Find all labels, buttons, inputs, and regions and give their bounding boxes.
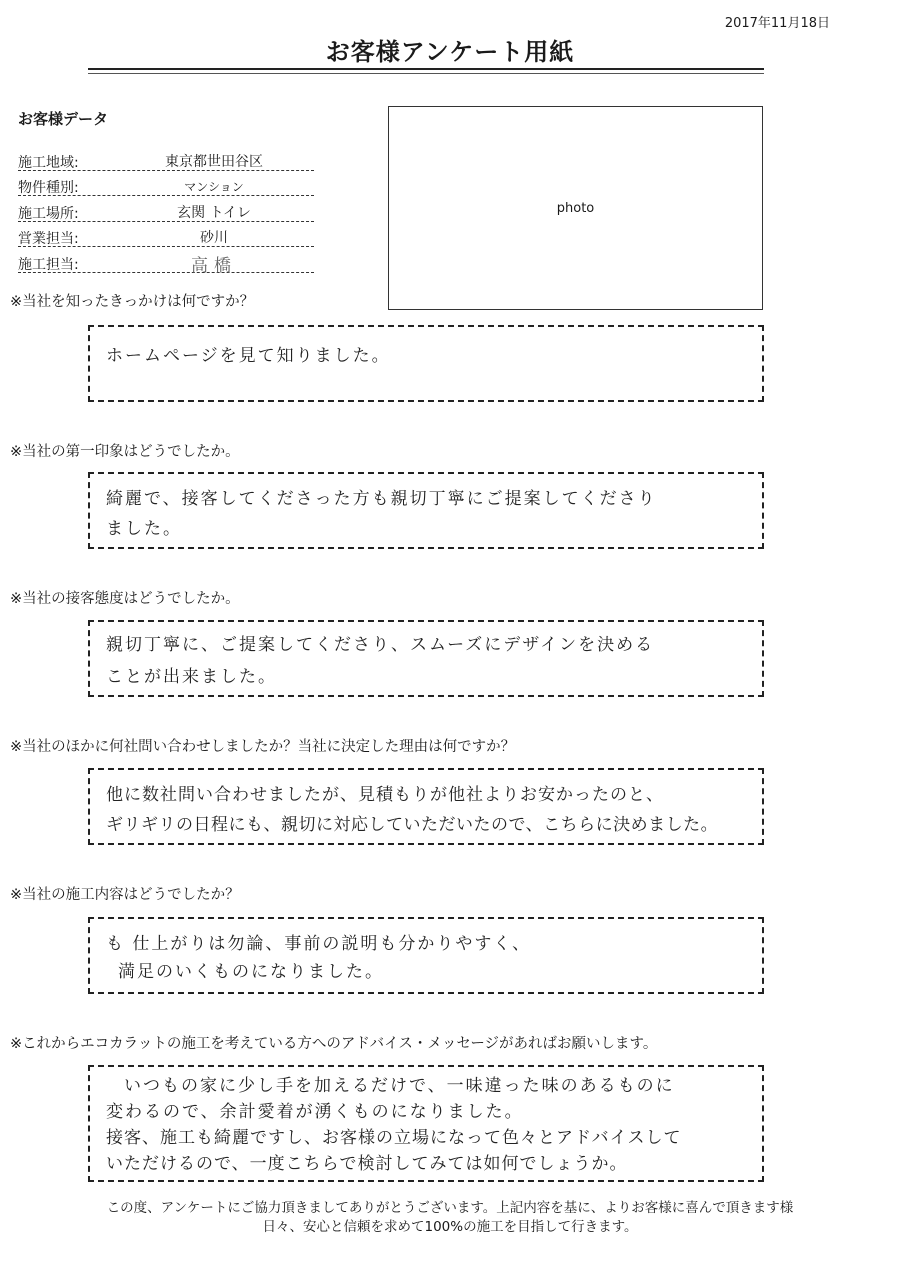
data-row-area (18, 148, 314, 171)
data-row-location (18, 199, 314, 222)
data-value: 砂川 (200, 230, 228, 246)
data-label: 施工地域: (18, 155, 79, 171)
answer-box-5 (88, 917, 764, 994)
answer-line: 満足のいくものになりました。 (118, 962, 384, 982)
data-value-handwritten: 高橋 (191, 256, 237, 276)
data-label: 営業担当: (18, 231, 79, 247)
answer-line: ました。 (106, 519, 182, 539)
data-label: 施工場所: (18, 206, 79, 222)
photo-box (388, 106, 763, 310)
answer-line: いただけるので、一度こちらで検討してみては如何でしょうか。 (106, 1154, 628, 1174)
data-value: 玄関 トイレ (177, 205, 251, 221)
customer-data-heading: お客様データ (18, 110, 109, 128)
question-5: ※当社の施工内容はどうでしたか？ (10, 887, 240, 903)
page-title: お客様アンケート用紙 (325, 38, 575, 66)
title-underline (88, 68, 764, 70)
question-1: ※当社を知ったきっかけは何ですか？ (10, 294, 255, 310)
question-3: ※当社の接客態度はどうでしたか。 (10, 591, 240, 607)
answer-line: ことが出来ました。 (106, 667, 277, 687)
footer-line-2: 日々、安心と信頼を求めて100%の施工を目指して行きます。 (262, 1219, 638, 1235)
question-2: ※当社の第一印象はどうでしたか。 (10, 444, 240, 460)
answer-box-1 (88, 325, 764, 402)
answer-box-6 (88, 1065, 764, 1182)
answer-line: も 仕上がりは勿論、事前の説明も分かりやすく、 (106, 934, 532, 954)
question-6: ※これからエコカラットの施工を考えている方へのアドバイス・メッセージがあればお願いします。 (10, 1036, 658, 1052)
answer-box-3 (88, 620, 764, 697)
answer-line: 親切丁寧に、ご提案してくださり、スムーズにデザインを決める (106, 635, 655, 655)
photo-label: photo (556, 201, 595, 216)
data-label: 施工担当: (18, 257, 79, 273)
data-label: 物件種別: (18, 180, 79, 196)
answer-box-4 (88, 768, 764, 845)
answer-line: ギリギリの日程にも、親切に対応していただいたので、こちらに決めました。 (106, 815, 719, 835)
answer-line: いつもの家に少し手を加えるだけで、一味違った味のあるものに (124, 1076, 675, 1096)
answer-line: 綺麗で、接客してくださった方も親切丁寧にご提案してくださり (106, 489, 657, 509)
answer-line: ホームページを見て知りました。 (106, 346, 391, 366)
data-row-installer (18, 250, 314, 276)
footer-line-1: この度、アンケートにご協力頂きましてありがとうございます。上記内容を基に、よりお客様に喜んで頂きます様 (106, 1200, 794, 1216)
answer-line: 接客、施工も綺麗ですし、お客様の立場になって色々とアドバイスして (106, 1128, 682, 1148)
answer-box-2 (88, 472, 764, 549)
answer-line: 変わるので、余計愛着が湧くものになりました。 (106, 1102, 524, 1122)
question-4: ※当社のほかに何社問い合わせしましたか？当社に決定した理由は何ですか？ (10, 739, 516, 755)
data-value: 東京都世田谷区 (165, 154, 263, 170)
data-value: マンション (184, 180, 244, 194)
data-row-property-type (18, 173, 314, 196)
data-row-sales-rep (18, 224, 314, 247)
answer-line: 他に数社問い合わせましたが、見積もりが他社よりお安かったのと、 (106, 785, 664, 805)
survey-date: 2017年11月18日 (724, 16, 830, 31)
title-underline-thin (88, 73, 764, 74)
